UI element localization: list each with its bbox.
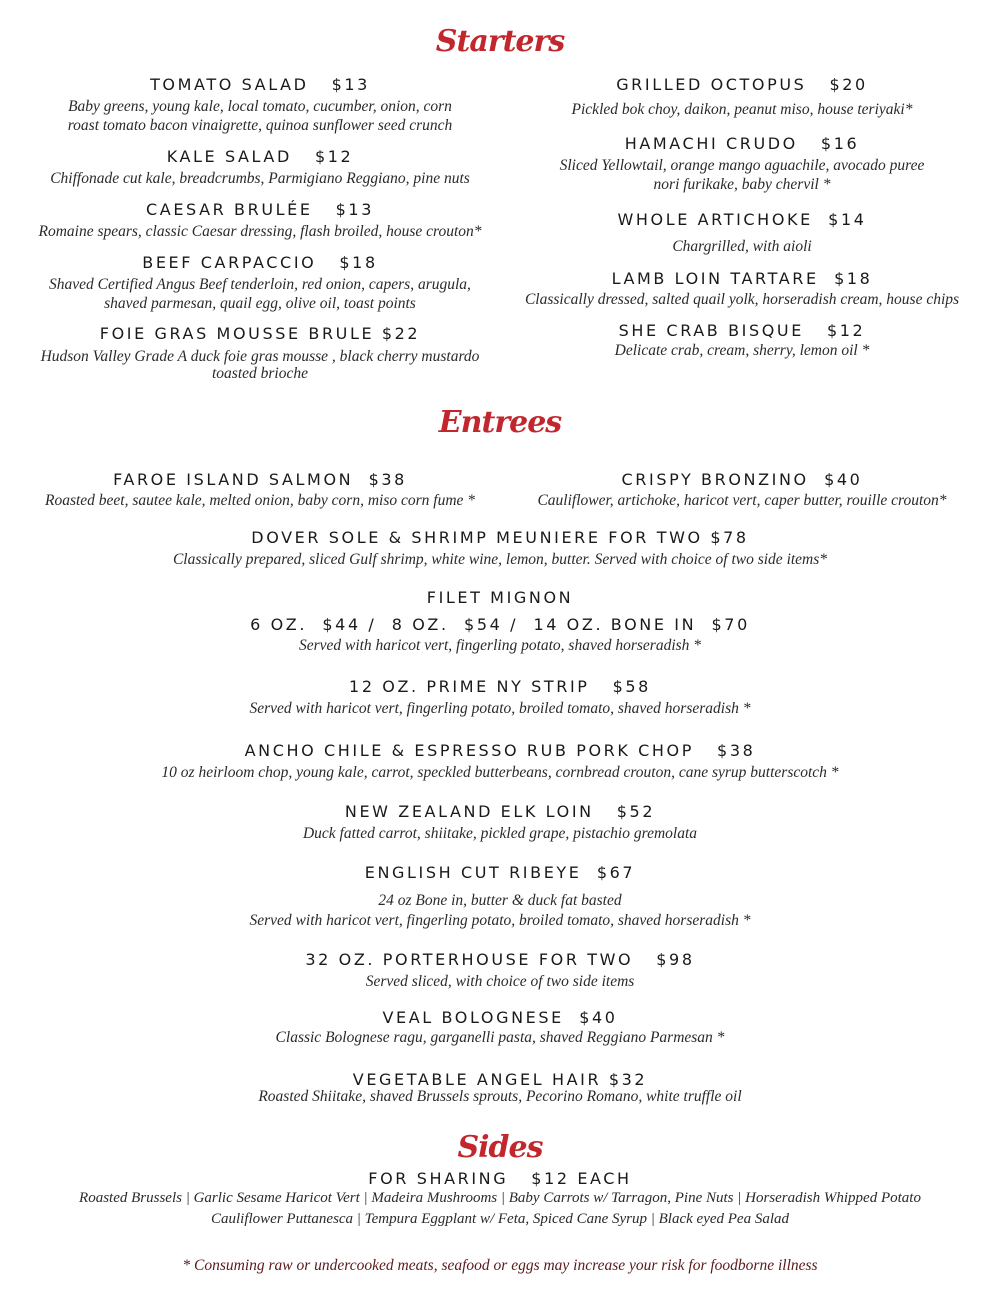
starter-item: [30, 75, 490, 135]
item-name: NEW ZEALAND ELK LOIN $52: [344, 802, 656, 821]
entrees-title: Entrees: [438, 405, 562, 440]
item-desc: Hudson Valley Grade A duck foie gras mousse , black cherry mustardo: [40, 348, 480, 365]
item-desc: 24 oz Bone in, butter & duck fat basted: [378, 892, 622, 909]
item-desc: Baby greens, young kale, local tomato, cucumber, onion, corn: [68, 98, 452, 115]
item-desc: Pickled bok choy, daikon, peanut miso, house teriyaki*: [571, 101, 913, 118]
entree-item: [20, 588, 980, 655]
item-desc: toasted brioche: [212, 365, 308, 382]
entree-item: [20, 677, 980, 718]
item-name: 12 OZ. PRIME NY STRIP $58: [349, 677, 651, 696]
entree-item: [20, 1070, 980, 1106]
sides-heading: FOR SHARING $12 EACH: [368, 1169, 632, 1188]
starter-item: [30, 147, 490, 188]
footnote: * Consuming raw or undercooked meats, seafood or eggs may increase your risk for foodborne illness: [182, 1257, 818, 1274]
starter-item: [30, 200, 490, 241]
item-name: TOMATO SALAD $13: [150, 75, 370, 94]
item-name: FOIE GRAS MOUSSE BRULE $22: [99, 324, 421, 343]
item-desc: Classic Bolognese ragu, garganelli pasta, shaved Reggiano Parmesan *: [275, 1029, 725, 1046]
sides-list: Roasted Brussels | Garlic Sesame Haricot Vert | Madeira Mushrooms | Baby Carrots w/ Tarragon, Pine Nuts | Horseradish Whipped Potato: [79, 1190, 921, 1206]
starters-title: Starters: [435, 24, 565, 59]
starter-item: [30, 253, 490, 313]
item-desc: Cauliflower, artichoke, haricot vert, caper butter, rouille crouton*: [537, 492, 947, 509]
item-sizes: 6 OZ. $44 / 8 OZ. $54 / 14 OZ. BONE IN $70: [250, 615, 750, 634]
item-desc: Roasted Shiitake, shaved Brussels sprouts, Pecorino Romano, white truffle oil: [258, 1088, 742, 1105]
item-desc: 10 oz heirloom chop, young kale, carrot, speckled butterbeans, cornbread crouton, cane syrup butterscotch *: [161, 764, 839, 781]
item-name: FAROE ISLAND SALMON $38: [113, 470, 407, 489]
item-desc: roast tomato bacon vinaigrette, quinoa sunflower seed crunch: [67, 117, 453, 134]
entree-item: [20, 1008, 980, 1047]
item-desc: Shaved Certified Angus Beef tenderloin, red onion, capers, arugula,: [49, 276, 471, 293]
item-desc: nori furikake, baby chervil *: [653, 176, 831, 193]
item-name: FILET MIGNON: [426, 588, 574, 607]
entree-item: [30, 470, 490, 510]
item-desc: Served with haricot vert, fingerling potato, broiled tomato, shaved horseradish *: [249, 912, 751, 929]
item-desc: Chargrilled, with aioli: [672, 238, 812, 255]
entree-item: [20, 802, 980, 843]
item-name: LAMB LOIN TARTARE $18: [611, 269, 873, 288]
item-desc: Classically dressed, salted quail yolk, horseradish cream, house chips: [524, 291, 960, 308]
starter-item: [512, 269, 972, 309]
item-desc: Served with haricot vert, fingerling potato, shaved horseradish *: [298, 637, 702, 654]
entree-item: [20, 950, 980, 991]
item-name: HAMACHI CRUDO $16: [624, 134, 860, 153]
item-desc: shaved parmesan, quail egg, olive oil, toast points: [104, 295, 416, 312]
starter-item: [512, 75, 972, 119]
entree-item: [20, 528, 980, 569]
item-name: VEAL BOLOGNESE $40: [382, 1008, 618, 1027]
item-name: WHOLE ARTICHOKE $14: [617, 210, 867, 229]
entree-item: [20, 863, 980, 930]
item-desc: Served sliced, with choice of two side items: [365, 973, 635, 990]
item-desc: Classically prepared, sliced Gulf shrimp, white wine, lemon, butter. Served with choice of two side items*: [172, 551, 828, 568]
sides-block: [20, 1169, 980, 1229]
item-desc: Romaine spears, classic Caesar dressing, flash broiled, house crouton*: [38, 223, 482, 240]
item-desc: Sliced Yellowtail, orange mango aguachile, avocado puree: [559, 157, 925, 174]
starter-item: [512, 321, 972, 360]
item-desc: Served with haricot vert, fingerling potato, broiled tomato, shaved horseradish *: [249, 700, 751, 717]
item-name: ANCHO CHILE & ESPRESSO RUB PORK CHOP $38: [244, 741, 756, 760]
starter-item: [30, 324, 490, 382]
item-desc: Chiffonade cut kale, breadcrumbs, Parmigiano Reggiano, pine nuts: [50, 170, 470, 187]
item-name: ENGLISH CUT RIBEYE $67: [364, 863, 636, 882]
item-name: CAESAR BRULÉE $13: [146, 200, 374, 219]
item-desc: Roasted beet, sautee kale, melted onion, baby corn, miso corn fume *: [44, 492, 476, 509]
item-name: GRILLED OCTOPUS $20: [616, 75, 868, 94]
starter-item: [512, 134, 972, 194]
sides-title: Sides: [457, 1130, 543, 1165]
item-name: CRISPY BRONZINO $40: [621, 470, 863, 489]
item-name: KALE SALAD $12: [166, 147, 354, 166]
item-desc: Duck fatted carrot, shiitake, pickled grape, pistachio gremolata: [302, 825, 698, 842]
entree-item: [512, 470, 972, 510]
item-name: VEGETABLE ANGEL HAIR $32: [352, 1070, 648, 1089]
item-name: SHE CRAB BISQUE $12: [618, 321, 866, 340]
starter-item: [512, 210, 972, 256]
item-name: BEEF CARPACCIO $18: [142, 253, 378, 272]
entree-item: [20, 741, 980, 782]
sides-list: Cauliflower Puttanesca | Tempura Eggplant w/ Feta, Spiced Cane Syrup | Black eyed Pea Salad: [210, 1211, 790, 1227]
item-name: DOVER SOLE & SHRIMP MEUNIERE FOR TWO $78: [251, 528, 749, 547]
item-name: 32 OZ. PORTERHOUSE FOR TWO $98: [305, 950, 695, 969]
item-desc: Delicate crab, cream, sherry, lemon oil *: [614, 342, 870, 359]
